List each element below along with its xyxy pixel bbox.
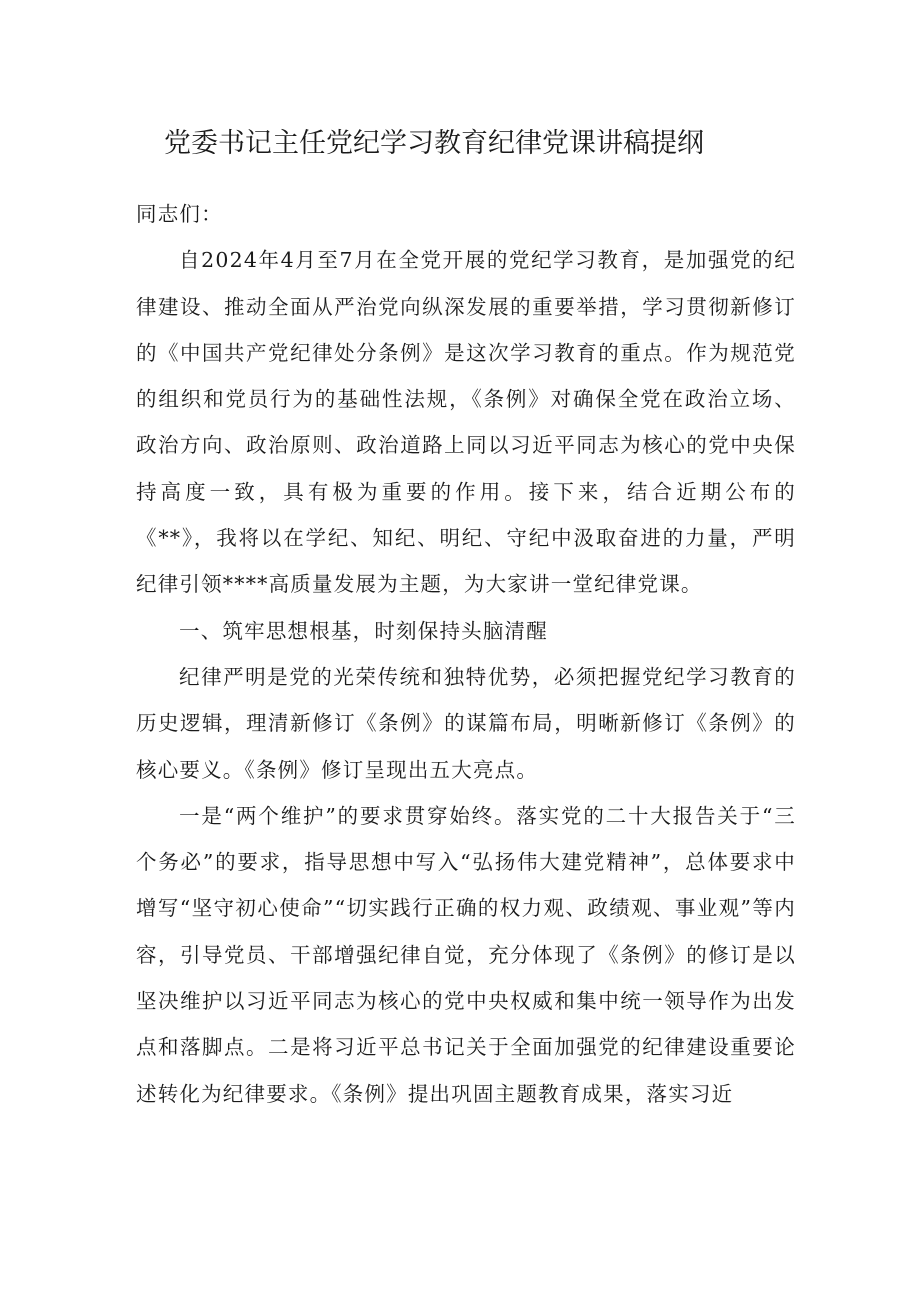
- paragraph-highlights: 一是“两个维护”的要求贯穿始终。落实党的二十大报告关于“三个务必”的要求，指导思想中写入“弘扬伟大建党精神”，总体要求中增写“坚守初心使命”“切实践行正确的权力观、政绩观、事业观”等内容，引导党员、干部增强纪律自觉，充分体现了《条例》的修订是以坚决维护以习近平同志为核心的党中央权威和集中统一领导作为出发点和落脚点。二是将习近平总书记关于全面加强党的纪律建设重要论述转化为纪律要求。《条例》提出巩固主题教育成果，落实习近: [136, 803, 796, 1106]
- section-heading-1: 一、筑牢思想根基，时刻保持头脑清醒: [179, 618, 548, 643]
- greeting: 同志们：: [136, 202, 223, 226]
- document-body: [136, 191, 796, 1117]
- paragraph-section-1: 纪律严明是党的光荣传统和独特优势，必须把握党纪学习教育的历史逻辑，理清新修订《条例》的谋篇布局，明晰新修订《条例》的核心要义。《条例》修订呈现出五大亮点。: [136, 664, 796, 782]
- document-title: 党委书记主任党纪学习教育纪律党课讲稿提纲: [164, 128, 704, 159]
- paragraph-intro: 自2024年4月至7月在全党开展的党纪学习教育，是加强党的纪律建设、推动全面从严治党向纵深发展的重要举措，学习贯彻新修订的《中国共产党纪律处分条例》是这次学习教育的重点。作为规范党的组织和党员行为的基础性法规，《条例》对确保全党在政治立场、政治方向、政治原则、政治道路上同以习近平同志为核心的党中央保持高度一致，具有极为重要的作用。接下来，结合近期公布的《**》，我将以在学纪、知纪、明纪、守纪中汲取奋进的力量，严明纪律引领****高质量发展为主题，为大家讲一堂纪律党课。: [136, 248, 796, 597]
